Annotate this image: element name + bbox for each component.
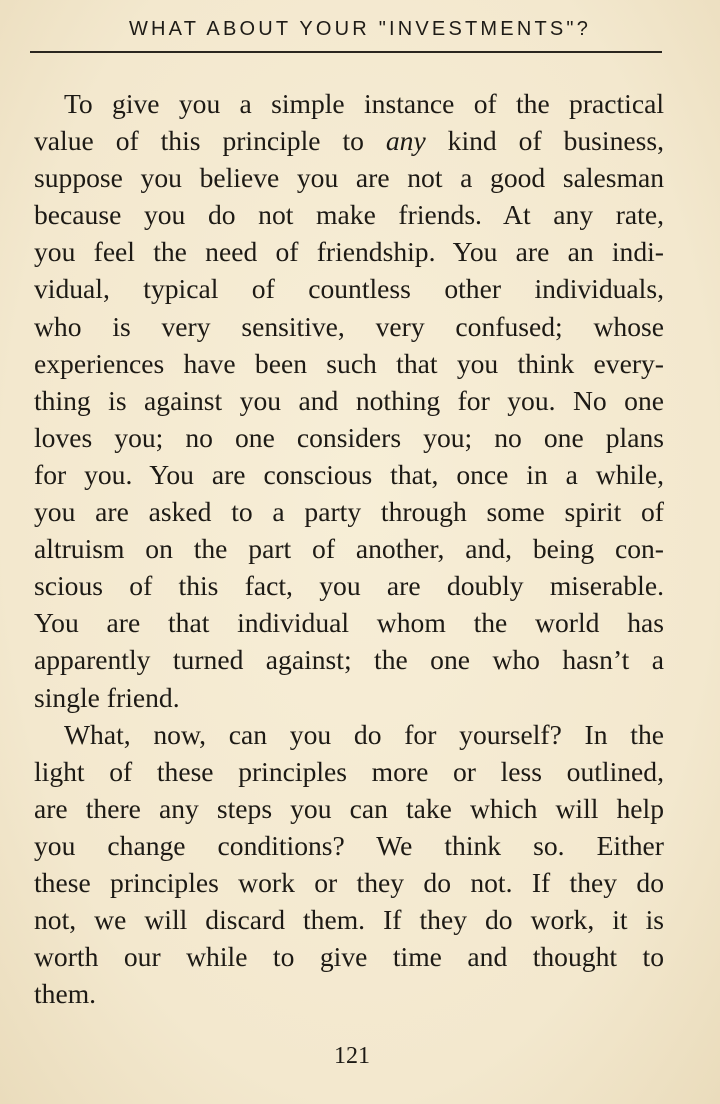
text-line: who is very sensitive, very confused; whose (34, 310, 664, 342)
text-line: thing is against you and nothing for you. No one (34, 384, 664, 416)
text-line: single friend. (34, 681, 180, 713)
text-line: value of this principle to any kind of business, (34, 125, 665, 157)
header-rule (30, 51, 662, 53)
text-line: altruism on the part of another, and, being con- (34, 533, 664, 565)
text-line: these principles work or they do not. If they do (34, 866, 664, 898)
text-line: worth our while to give time and thought to (34, 941, 664, 973)
text-line: not, we will discard them. If they do work, it is (34, 904, 664, 936)
text-line: apparently turned against; the one who hasn’t a (34, 644, 664, 676)
text-line: scious of this fact, you are doubly miserable. (34, 570, 664, 602)
text-line: experiences have been such that you think every- (34, 347, 664, 379)
body-text (34, 85, 664, 1012)
text-line: are there any steps you can take which will help (34, 792, 664, 824)
text-line: You are that individual whom the world has (34, 607, 664, 639)
text-line: What, now, can you do for yourself? In the (64, 718, 664, 750)
text-line: light of these principles more or less outlined, (34, 755, 664, 787)
text-line: loves you; no one considers you; no one plans (34, 421, 664, 453)
text-line: because you do not make friends. At any rate, (34, 199, 664, 231)
page-number: 121 (334, 1043, 370, 1069)
text-line: To give you a simple instance of the practical (64, 88, 664, 119)
text-line: them. (34, 978, 97, 1010)
emphasized-word: any (385, 125, 426, 157)
text-line: you change conditions? We think so. Either (34, 829, 664, 861)
text-line: vidual, typical of countless other individuals, (34, 273, 664, 305)
text-line: for you. You are conscious that, once in a while, (34, 458, 664, 490)
text-line: you are asked to a party through some spirit of (34, 496, 664, 528)
running-head: WHAT ABOUT YOUR "INVESTMENTS"? (128, 18, 592, 40)
text-line: you feel the need of friendship. You are an indi- (34, 236, 664, 268)
text-line: suppose you believe you are not a good salesman (34, 162, 664, 194)
